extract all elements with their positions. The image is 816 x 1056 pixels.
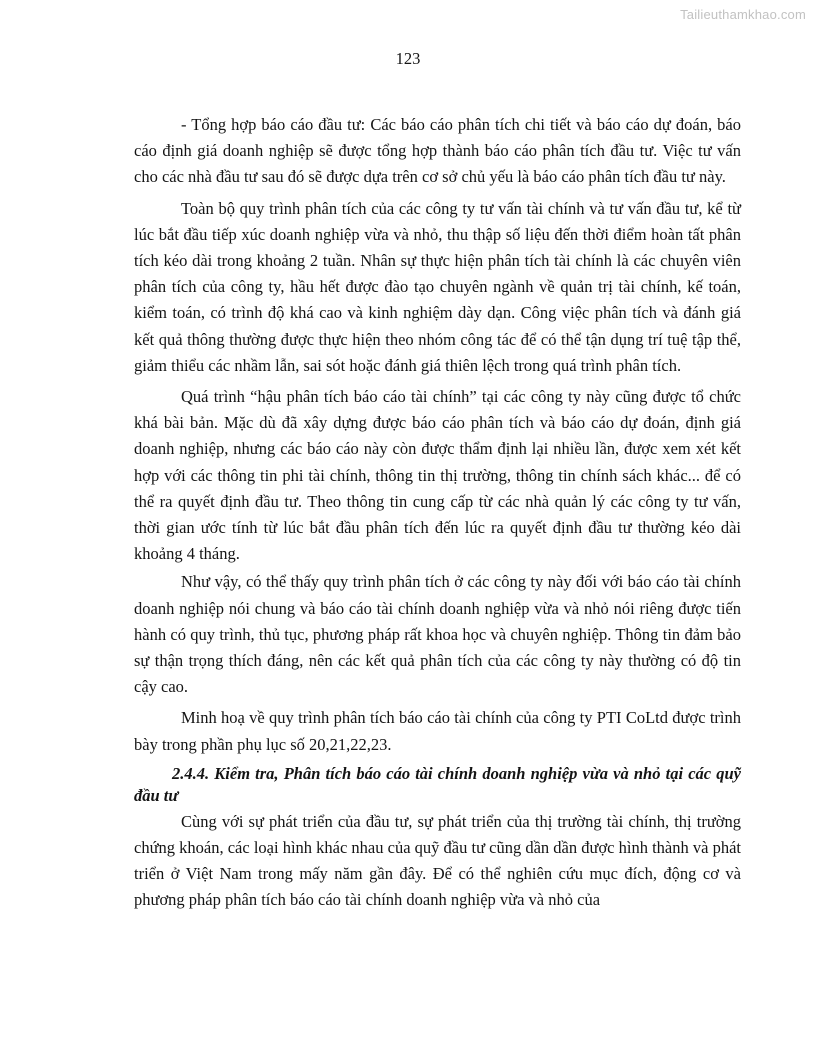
paragraph-investment-funds: Cùng với sự phát triển của đầu tư, sự phát triển của thị trường tài chính, thị trường chứng khoán, các loại hình khác nhau của quỹ đầu tư cũng dần dần được hình thành và phát triển ở Việt Nam trong mấy năm gần đây. Để có thể nghiên cứu mục đích, động cơ và phương pháp phân tích báo cáo tài chính doanh nghiệp vừa và nhỏ của [134, 811, 741, 910]
paragraph-conclusion: Như vậy, có thể thấy quy trình phân tích ở các công ty này đối với báo cáo tài chính doanh nghiệp nói chung và báo cáo tài chính doanh nghiệp vừa và nhỏ nói riêng được tiến hành có quy trình, thủ tục, phương pháp rất khoa học và chuyên nghiệp. Thông tin đảm bảo sự thận trọng thích đáng, nên các kết quả phân tích của các công ty này thường có độ tin cậy cao. [134, 572, 741, 697]
paragraph-illustration-note: Minh hoạ về quy trình phân tích báo cáo tài chính của công ty PTI CoLtd được trình bày trong phần phụ lục số 20,21,22,23. [134, 708, 741, 754]
paragraph-investment-report-summary: - Tổng hợp báo cáo đầu tư: Các báo cáo phân tích chi tiết và báo cáo dự đoán, báo cáo định giá doanh nghiệp sẽ được tổng hợp thành báo cáo phân tích đầu tư. Việc tư vấn cho các nhà đầu tư sau đó sẽ được dựa trên cơ sở chủ yếu là báo cáo phân tích đầu tư này. [134, 115, 741, 187]
paragraph-post-analysis: Quá trình “hậu phân tích báo cáo tài chính” tại các công ty này cũng được tổ chức khá bài bản. Mặc dù đã xây dựng được báo cáo phân tích và báo cáo dự đoán, định giá doanh nghiệp, nhưng các báo cáo này còn được thẩm định lại nhiều lần, được xem xét kết hợp với các thông tin phi tài chính, thông tin thị trường, thông tin chính sách khác... để có thể ra quyết định đầu tư. Theo thông tin cung cấp từ các nhà quản lý các công ty tư vấn, thời gian ước tính từ lúc bắt đầu phân tích đến lúc ra quyết định đầu tư thường kéo dài khoảng 4 tháng. [134, 387, 741, 564]
page-number: 123 [395, 49, 421, 68]
paragraph-analysis-process: Toàn bộ quy trình phân tích của các công ty tư vấn tài chính và tư vấn đầu tư, kể từ lúc bắt đầu tiếp xúc doanh nghiệp vừa và nhỏ, thu thập số liệu đến thời điểm hoàn tất phân tích kéo dài trong khoảng 2 tuần. Nhân sự thực hiện phân tích tài chính là các chuyên viên phân tích của công ty, hầu hết được đào tạo chuyên ngành về quản trị tài chính, kế toán, kiểm toán, có trình độ khá cao và kinh nghiệm dày dạn. Công việc phân tích và đánh giá kết quả thông thường được thực hiện theo nhóm công tác để có thể tận dụng trí tuệ tập thể, giảm thiểu các nhầm lẫn, sai sót hoặc đánh giá thiên lệch trong quá trình phân tích. [134, 198, 741, 375]
section-heading: 2.4.4. Kiểm tra, Phân tích báo cáo tài chính doanh nghiệp vừa và nhỏ tại các quỹ đầu tư [134, 763, 741, 806]
watermark-text: Tailieuthamkhao.com [680, 7, 806, 22]
page-body [134, 112, 741, 914]
